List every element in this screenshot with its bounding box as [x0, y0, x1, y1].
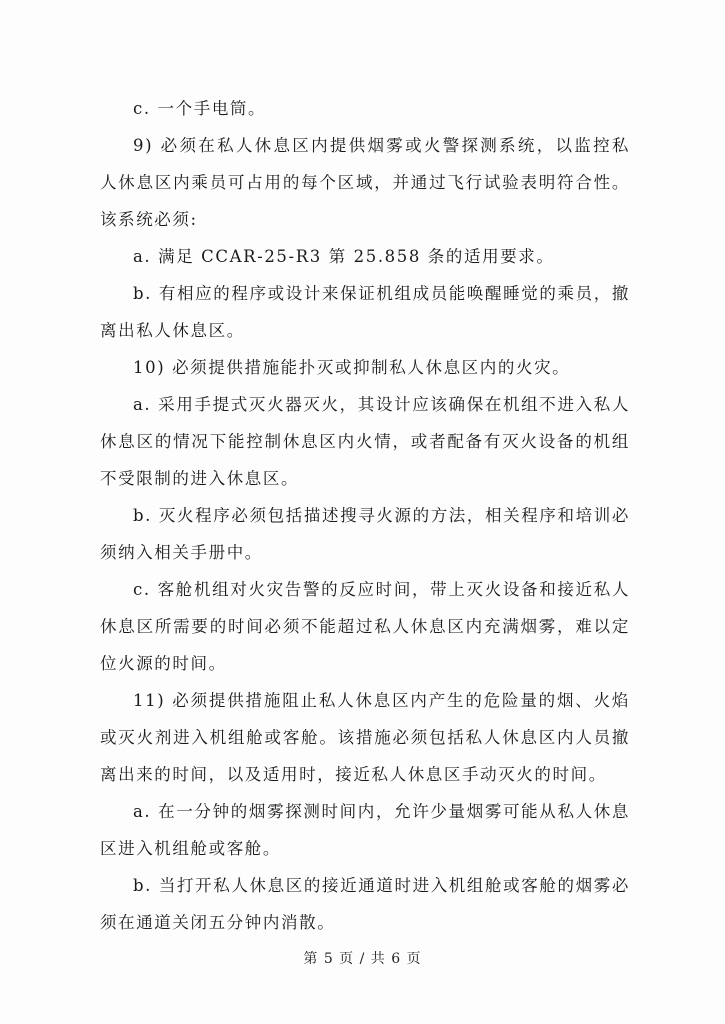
paragraph-item-9a: a. 满足 CCAR-25-R3 第 25.858 条的适用要求。: [133, 247, 555, 266]
paragraph-item-11-smoke-containment: 11) 必须提供措施阻止私人休息区内产生的危险量的烟、火焰或灭火剂进入机组舱或客舱。该措施必须包括私人休息区内人员撤离出来的时间，以及适用时，接近私人休息区手动灭火的时间。: [100, 691, 630, 784]
document-body: [100, 90, 630, 941]
paragraph-item-9b: b. 有相应的程序或设计来保证机组成员能唤醒睡觉的乘员，撤离出私人休息区。: [100, 284, 630, 340]
paragraph-item-10b: b. 灭火程序必须包括描述搜寻火源的方法，相关程序和培训必须纳入相关手册中。: [100, 506, 630, 562]
paragraph-item-11a: a. 在一分钟的烟雾探测时间内，允许少量烟雾可能从私人休息区进入机组舱或客舱。: [100, 802, 630, 858]
paragraph-item-10c: c. 客舱机组对火灾告警的反应时间，带上灭火设备和接近私人休息区所需要的时间必须不能超过私人休息区内充满烟雾，难以定位火源的时间。: [100, 580, 630, 673]
paragraph-item-9-smoke-detection: 9) 必须在私人休息区内提供烟雾或火警探测系统，以监控私人休息区内乘员可占用的每个区域，并通过飞行试验表明符合性。该系统必须:: [100, 136, 630, 229]
paragraph-item-11b: b. 当打开私人休息区的接近通道时进入机组舱或客舱的烟雾必须在通道关闭五分钟内消散。: [100, 876, 630, 932]
paragraph-flashlight-item: c. 一个手电筒。: [133, 99, 267, 118]
paragraph-item-10a: a. 采用手提式灭火器灭火，其设计应该确保在机组不进入私人休息区的情况下能控制休息区内火情，或者配备有灭火设备的机组不受限制的进入休息区。: [100, 395, 630, 488]
paragraph-item-10-fire-suppression: 10) 必须提供措施能扑灭或抑制私人休息区内的火灾。: [133, 358, 571, 377]
page-number-footer: 第 5 页 / 共 6 页: [303, 951, 422, 967]
